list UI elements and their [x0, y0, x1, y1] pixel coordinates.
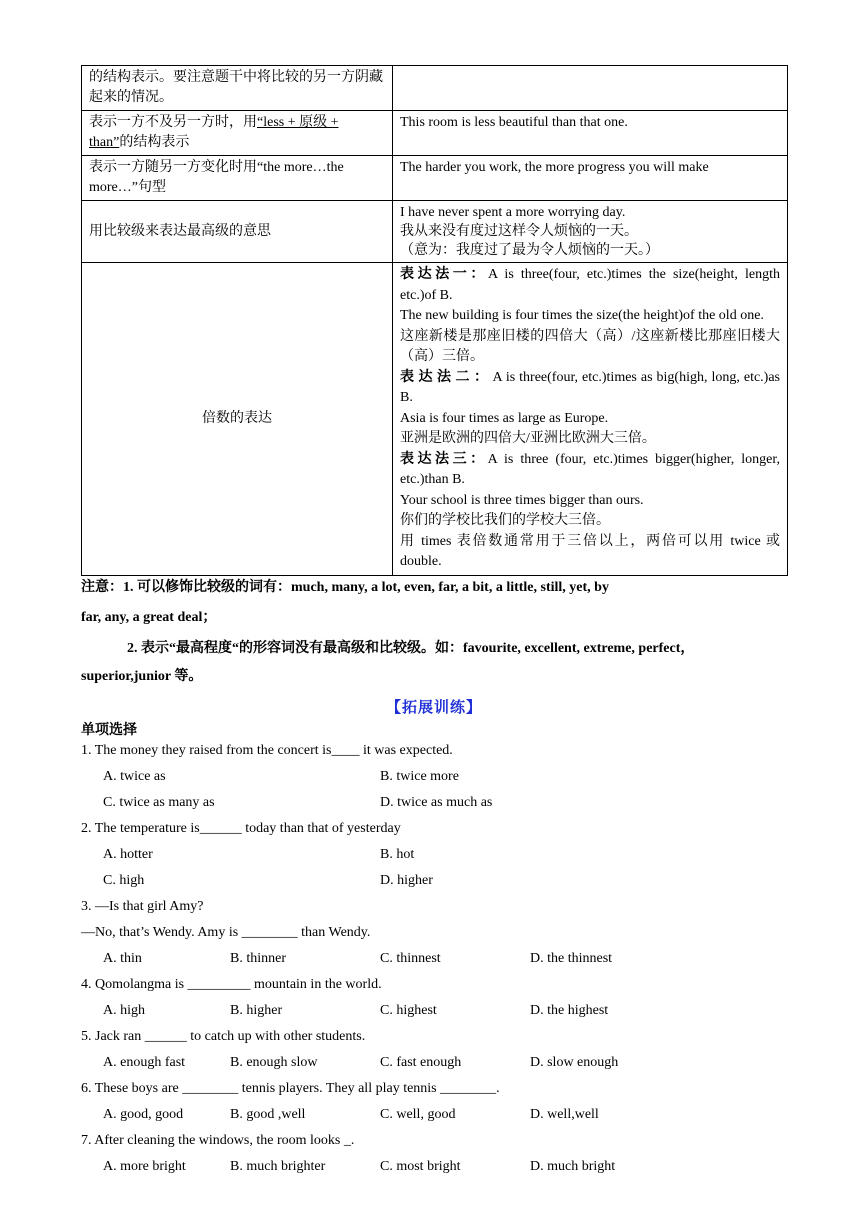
underlined-structure: “less + 原级 + than” — [89, 115, 339, 150]
options-row — [81, 767, 787, 787]
example-line: Asia is four times as large as Europe. — [400, 410, 609, 426]
method-text: A is three(four, etc.)times the size(height, length etc.)of B. — [400, 267, 780, 303]
option: D. well,well — [530, 1106, 599, 1122]
question-stem: 3. —Is that girl Amy? — [81, 898, 204, 914]
option: B. good ,well — [230, 1106, 306, 1122]
question — [81, 975, 787, 1021]
question — [81, 1079, 787, 1125]
question — [81, 897, 787, 969]
option: D. slow enough — [530, 1054, 619, 1070]
question-stem: 5. Jack ran ______ to catch up with other students. — [81, 1028, 366, 1044]
note-line: superior,junior 等。 — [81, 668, 203, 684]
option: A. twice as — [103, 768, 166, 784]
options-row — [81, 793, 787, 813]
example-line: （意为：我度过了最为令人烦恼的一天。） — [400, 243, 659, 258]
option: C. twice as many as — [103, 794, 215, 810]
method-one — [400, 265, 780, 306]
options-row — [81, 1001, 787, 1021]
usage-note: 用 times 表倍数通常用于三倍以上，两倍可以用 twice 或 double. — [400, 533, 780, 569]
option: D. much bright — [530, 1158, 616, 1174]
method-text: A is three(four, etc.)times as big(high, long, etc.)as B. — [400, 369, 780, 405]
rule-cell — [82, 111, 393, 156]
note-line: far, any, a great deal； — [81, 609, 217, 625]
table-row — [82, 156, 788, 201]
rule-cell: 用比较级来表达最高级的意思 — [82, 201, 393, 263]
option: C. most bright — [380, 1158, 461, 1174]
rule-cell: 表示一方随另一方变化时用“the more…the more…”句型 — [82, 156, 393, 201]
options-row — [81, 871, 787, 891]
rule-text: 表示一方不及另一方时，用 — [89, 115, 257, 130]
option: A. good, good — [103, 1106, 184, 1122]
option: C. well, good — [380, 1106, 456, 1122]
method-text: A is three (four, etc.)times bigger(higher, longer, etc.)than B. — [400, 451, 780, 487]
table-row — [82, 263, 788, 576]
option: A. more bright — [103, 1158, 186, 1174]
option: D. twice as much as — [380, 794, 493, 810]
option: D. the highest — [530, 1002, 609, 1018]
section-title: 【拓展训练】 — [385, 699, 482, 716]
question-list — [81, 741, 787, 1177]
options-row — [81, 845, 787, 865]
option: A. high — [103, 1002, 145, 1018]
option: B. thinner — [230, 950, 286, 966]
options-row — [81, 949, 787, 969]
question — [81, 741, 787, 813]
option: B. twice more — [380, 768, 459, 784]
example-line: I have never spent a more worrying day. — [400, 205, 626, 220]
method-label: 表达法三： — [400, 451, 488, 467]
question-stem: 4. Qomolangma is _________ mountain in the world. — [81, 976, 382, 992]
rule-text: 的结构表示 — [119, 135, 190, 150]
grammar-table — [81, 65, 788, 576]
question — [81, 819, 787, 891]
option: B. enough slow — [230, 1054, 318, 1070]
question-stem-continued: —No, that’s Wendy. Amy is ________ than Wendy. — [81, 924, 371, 940]
example-line: 我从来没有度过这样令人烦恼的一天。 — [400, 224, 638, 239]
example-cell — [393, 263, 788, 576]
question — [81, 1027, 787, 1073]
option: B. much brighter — [230, 1158, 326, 1174]
question-stem: 1. The money they raised from the concert is____ it was expected. — [81, 742, 453, 758]
option: C. fast enough — [380, 1054, 462, 1070]
table-row — [82, 201, 788, 263]
method-two — [400, 368, 780, 409]
example-line: The new building is four times the size(the height)of the old one. — [400, 308, 764, 323]
question-stem: 7. After cleaning the windows, the room looks _. — [81, 1132, 355, 1148]
subsection-heading: 单项选择 — [81, 722, 137, 738]
example-cell: This room is less beautiful than that one. — [393, 111, 788, 156]
rule-cell: 的结构表示。要注意题干中将比较的另一方阴藏起来的情况。 — [82, 66, 393, 111]
question-stem: 6. These boys are ________ tennis players. They all play tennis ________. — [81, 1080, 500, 1096]
method-label: 表 达 法 二 ： — [400, 369, 489, 385]
method-label: 表达法一： — [400, 267, 488, 282]
option: D. the thinnest — [530, 950, 613, 966]
question — [81, 1131, 787, 1177]
option: C. high — [103, 872, 145, 888]
table-row — [82, 111, 788, 156]
example-line: 你们的学校比我们的学校大三倍。 — [400, 513, 610, 528]
table-row — [82, 66, 788, 111]
document-page — [81, 65, 787, 1177]
rule-cell: 倍数的表达 — [82, 263, 393, 576]
options-row — [81, 1157, 787, 1177]
options-row — [81, 1053, 787, 1073]
option: A. thin — [103, 950, 142, 966]
question-stem: 2. The temperature is______ today than that of yesterday — [81, 820, 401, 836]
option: B. hot — [380, 846, 415, 862]
example-line: 这座新楼是那座旧楼的四倍大（高）/这座新楼比那座旧楼大（高）三倍。 — [400, 328, 780, 364]
example-line: 亚洲是欧洲的四倍大/亚洲比欧洲大三倍。 — [400, 431, 656, 446]
example-line: Your school is three times bigger than ours. — [400, 492, 644, 508]
option: D. higher — [380, 872, 433, 888]
option: A. hotter — [103, 846, 153, 862]
option: C. highest — [380, 1002, 437, 1018]
note-line: 2. 表示“最高程度“的形容词没有最高级和比较级。如：favourite, excellent, extreme, perfect， — [127, 640, 695, 656]
example-cell — [393, 201, 788, 263]
method-three — [400, 450, 780, 491]
option: B. higher — [230, 1002, 283, 1018]
note-line: 注意：1. 可以修饰比较级的词有：much, many, a lot, even, far, a bit, a little, still, yet, by — [81, 579, 609, 595]
example-cell — [393, 66, 788, 111]
example-cell: The harder you work, the more progress you will make — [393, 156, 788, 201]
option: A. enough fast — [103, 1054, 186, 1070]
options-row — [81, 1105, 787, 1125]
option: C. thinnest — [380, 950, 441, 966]
